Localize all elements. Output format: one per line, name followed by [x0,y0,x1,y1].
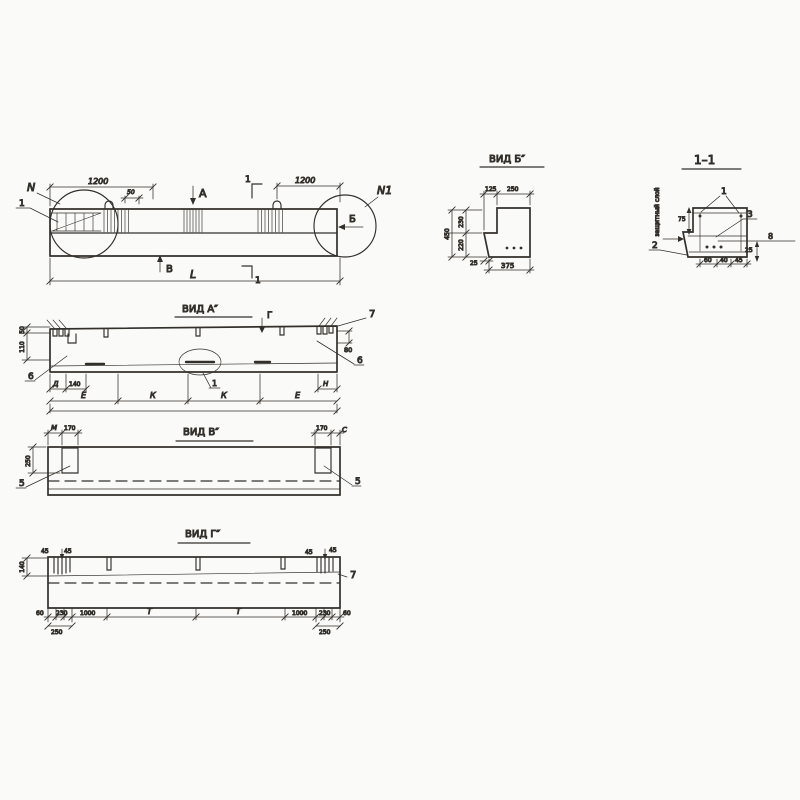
dim-110: 110 [19,341,26,353]
dim-170-right: 170 [316,425,328,432]
dim-1200-right: 1200 [295,176,316,185]
section-flag-bottom: 1 [255,276,261,286]
view-b [444,154,544,273]
dim-140: 140 [69,381,81,388]
dim-c: С [342,426,347,434]
dim-50: 50 [19,326,26,334]
leader-1: 1 [19,199,25,209]
mark-6-left: 6 [28,372,34,382]
loop-slots-g [54,557,333,574]
mark-2: 2 [652,241,658,251]
mark-n: N [27,181,36,194]
dim-60: 60 [704,257,712,264]
dim-45-a: 45 [41,548,49,555]
view-v-outline [48,447,340,495]
view-g-title: ВИД Г″ [185,529,221,540]
dim-d: Д [53,380,59,388]
view-arrow-b: Б [349,214,356,225]
dim-125: 125 [485,186,497,193]
view-a [19,304,375,414]
section-flag-top: 1 [245,175,251,185]
dim-1200-left: 1200 [88,177,109,186]
dim-n: Н [323,380,329,388]
dim-45-c: 45 [305,549,313,556]
mark-5-left: 5 [19,479,25,489]
view-g [19,529,356,636]
mark-7-g: 7 [350,570,357,581]
dim-g-60-right: 60 [343,610,351,617]
dim-45-d: 45 [329,547,337,554]
lifting-loop-right [273,201,281,209]
section-profile [683,208,747,257]
dim-g-230-left: 230 [56,610,68,617]
view-a-title: ВИД А″ [182,304,218,315]
arrow-b-icon [338,224,345,230]
dim-80: 80 [344,346,353,354]
dim-g-t1: Т [147,607,152,616]
dim-g-60-left: 60 [36,610,44,617]
mark-1: 1 [721,187,727,197]
mark-5-right: 5 [355,477,361,487]
view-arrow-v: В [166,264,173,275]
arrow-a-icon [190,198,196,205]
mark-7: 7 [369,309,376,320]
dim-g-230-right: 230 [319,610,331,617]
dim-m: М [51,424,58,432]
dim-40: 40 [720,257,728,264]
dim-250: 250 [25,455,32,467]
dim-k1: К [150,391,156,400]
dim-g-250-left: 250 [51,629,63,636]
view-v-title: ВИД В″ [183,427,219,438]
section-1-1 [649,153,795,267]
view-b-title: ВИД Б″ [489,154,525,165]
dim-cover-25: 25 [745,247,753,254]
dim-g-1000-right: 1000 [292,610,308,617]
dim-230: 230 [458,216,465,228]
main-elevation-view [16,175,392,286]
oval-mark-1: 1 [212,379,218,388]
dim-g-1000-left: 1000 [80,610,96,617]
view-arrow-a: А [199,187,207,200]
dim-e1: Е [81,391,87,400]
dim-g-t2: Т [236,607,241,616]
dim-k2: К [221,391,227,400]
dim-75: 75 [678,216,686,223]
stirrup-zone-middle [184,210,202,232]
section-title: 1–1 [694,153,716,167]
ledge-arrow-icon [678,236,684,242]
note-cover-layer: защитный слой [654,187,661,237]
view-v [16,424,361,495]
dim-45-b: 45 [64,548,72,555]
mark-n1: N1 [377,184,393,197]
dim-450: 450 [444,228,451,240]
view-b-profile [484,208,530,257]
view-arrow-g: Г [267,311,273,321]
dim-hook-offset: 50 [127,189,135,196]
dim-170-left: 170 [64,425,76,432]
dim-250: 250 [507,186,519,193]
dim-25: 25 [470,260,478,267]
dim-e2: Е [295,391,301,400]
mark-8: 8 [768,232,774,241]
end-reinforcement-detail [52,213,101,231]
dim-220: 220 [458,239,465,251]
dim-375: 375 [501,262,515,270]
dim-140-g: 140 [19,561,26,573]
dim-overall-length: L [190,268,197,281]
dim-45: 45 [735,257,743,264]
stirrup-zone-right [258,210,283,232]
arrow-g-icon [259,327,265,333]
opening-left [62,448,78,473]
dim-g-250-right: 250 [319,629,331,636]
mark-6-right: 6 [357,356,363,366]
mark-3: 3 [747,210,753,220]
